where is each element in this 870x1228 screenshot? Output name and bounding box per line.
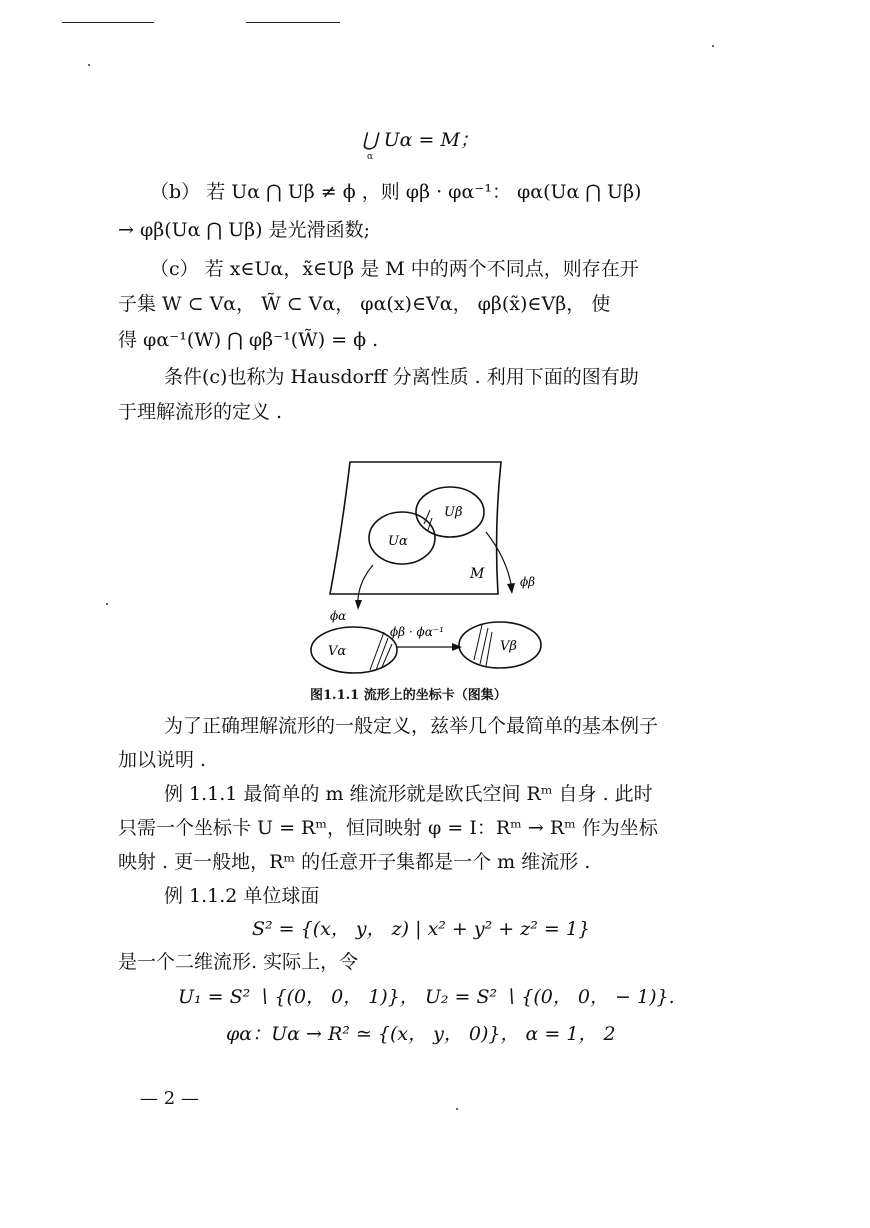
sphere-equation: S² = {(x， y， z) | x² + y² + z² = 1}	[252, 918, 591, 940]
open-sets-definition: U₁ = S² ∖ {(0， 0， 1)}， U₂ = S² ∖ {(0， 0， − 1)}.	[178, 986, 675, 1008]
condition-c-line-2: 子集 W ⊂ Vα， W̃ ⊂ Vα， φα(x)∈Vα， φβ(x̃)∈Vβ， 使	[118, 293, 611, 315]
header-rule-left	[62, 22, 154, 23]
condition-b-line-2: → φβ(Uα ⋂ Uβ) 是光滑函数;	[118, 219, 371, 241]
example-1-line-3: 映射 . 更一般地，Rᵐ 的任意开子集都是一个 m 维流形 .	[118, 851, 591, 873]
example-2-statement: 是一个二维流形. 实际上，令	[118, 951, 359, 973]
condition-c-line-1: （c） 若 x∈Uα，x̃∈Uβ 是 M 中的两个不同点，则存在开	[150, 258, 639, 280]
hausdorff-paragraph-line-1: 条件(c)也称为 Hausdorff 分离性质 . 利用下面的图有助	[164, 366, 639, 388]
example-1-line-1: 例 1.1.1 最简单的 m 维流形就是欧氏空间 Rᵐ 自身 . 此时	[164, 783, 653, 805]
label-v-beta: Vβ	[500, 639, 517, 654]
manifold-chart-figure	[298, 460, 598, 680]
label-u-alpha: Uα	[388, 534, 408, 549]
label-transition-map: ϕβ · ϕα⁻¹	[390, 625, 444, 639]
label-v-alpha: Vα	[328, 644, 347, 659]
hausdorff-paragraph-line-2: 于理解流形的定义 .	[118, 401, 283, 423]
label-phi-beta: ϕβ	[520, 575, 536, 589]
condition-c-line-3: 得 φα⁻¹(W) ⋂ φβ⁻¹(W̃) = ϕ .	[118, 329, 379, 351]
label-phi-alpha: ϕα	[330, 609, 347, 623]
chart-map-definition: φα：Uα → R² ≃ {(x， y， 0)}， α = 1， 2	[226, 1023, 616, 1045]
label-m: M	[470, 566, 485, 582]
header-rule-right	[246, 22, 340, 23]
examples-intro-line-2: 加以说明 .	[118, 749, 207, 771]
page-number: — 2 —	[140, 1088, 199, 1109]
scan-speck	[456, 1108, 458, 1110]
example-2-heading: 例 1.1.2 单位球面	[164, 885, 320, 907]
union-subscript: α	[367, 152, 374, 162]
label-u-beta: Uβ	[444, 505, 463, 520]
condition-b-line-1: （b） 若 Uα ⋂ Uβ ≠ ϕ ，则 φβ · φα⁻¹： φα(Uα ⋂ Uβ)	[150, 181, 642, 203]
scan-speck	[88, 64, 90, 66]
example-1-line-2: 只需一个坐标卡 U = Rᵐ，恒同映射 φ = I：Rᵐ → Rᵐ 作为坐标	[118, 817, 658, 839]
union-equation: ⋃ Uα = M；	[362, 129, 479, 151]
scan-speck	[106, 603, 108, 605]
scan-speck	[712, 45, 714, 47]
figure-caption: 图1.1.1 流形上的坐标卡（图集）	[310, 688, 507, 703]
examples-intro-line-1: 为了正确理解流形的一般定义，兹举几个最简单的基本例子	[164, 715, 659, 737]
